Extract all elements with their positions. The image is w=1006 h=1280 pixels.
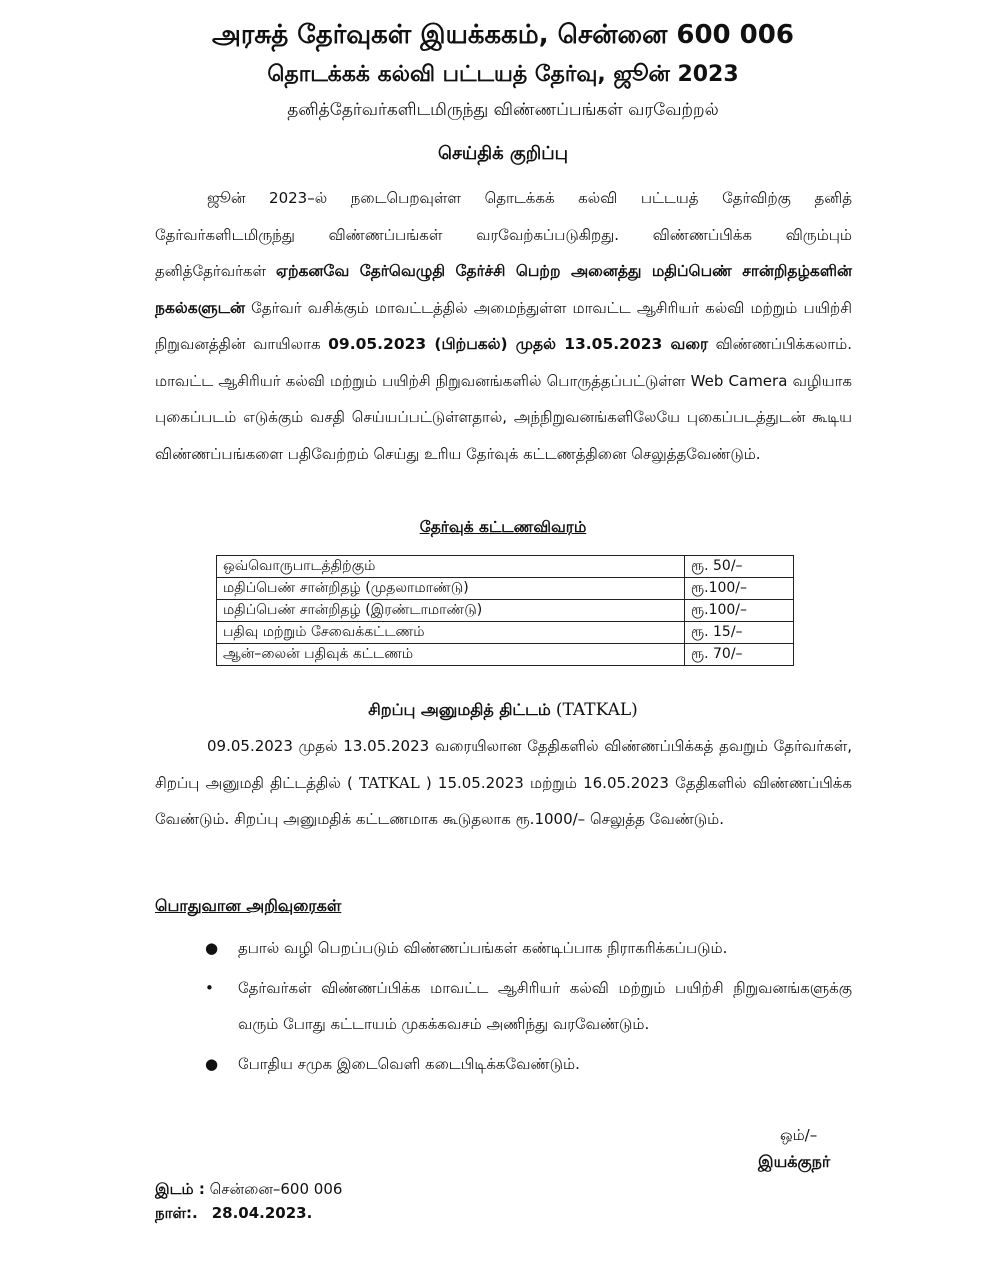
tatkal-text-b: ) 15.05.2023 மற்றும் 16.05.2023 தேதிகளில் விண்ணப்பிக்க வேண்டும். சிறப்பு அனுமதிக் கட்டணமாக கூடுதலாக ரூ.1000/– செலுத்த வேண்டும்.	[155, 773, 852, 828]
fee-section-title	[0, 518, 1006, 538]
fee-title-text: தேர்வுக் கட்டணவிவரம்	[419, 518, 587, 536]
fee-amount: ரூ. 15/–	[685, 622, 794, 644]
tatkal-section-title	[0, 700, 1006, 721]
intro-paragraph	[155, 180, 852, 472]
fee-amount: ரூ.100/–	[685, 600, 794, 622]
date-value: 28.04.2023.	[211, 1204, 313, 1222]
instruction-text: தபால் வழி பெறப்படும் விண்ணப்பங்கள் கண்டிப்பாக நிராகரிக்கப்படும்.	[238, 939, 728, 957]
intro-bold-dates: 09.05.2023 (பிற்பகல்) முதல் 13.05.2023 வரை	[328, 335, 708, 353]
intro-text-2: தேர்வர் வசிக்கும் மாவட்டத்தில் அமைந்துள்ள மாவட்ட ஆசிரியர் கல்வி மற்றும் பயிற்சி நிறுவனத்தின் வாயிலாக	[155, 298, 852, 353]
tatkal-title-en: (TATKAL)	[555, 700, 638, 720]
fee-item: ஆன்–லைன் பதிவுக் கட்டணம்	[217, 644, 685, 666]
fee-item: பதிவு மற்றும் சேவைக்கட்டணம்	[217, 622, 685, 644]
date-line	[155, 1204, 312, 1224]
fee-item: ஒவ்வொருபாடத்திற்கும்	[217, 556, 685, 578]
document-type-heading: செய்திக் குறிப்பு	[437, 143, 569, 164]
fee-amount: ரூ.100/–	[685, 578, 794, 600]
tatkal-paragraph	[155, 728, 852, 838]
fee-item: மதிப்பெண் சான்றிதழ் (முதலாமாண்டு)	[217, 578, 685, 600]
intro-text-3: விண்ணப்பிக்கலாம். மாவட்ட ஆசிரியர் கல்வி மற்றும் பயிற்சி நிறுவனங்களில் பொருத்தப்பட்டுள்ள Web Camera வழியாக புகைப்படம் எடுக்கும் வசதி செய்யப்பட்டுள்ளதால், அந்நிறுவனங்களிலேயே புகைப்படத்துடன் கூடிய விண்ணப்பங்களை பதிவேற்றம் செய்து உரிய தேர்வுக் கட்டணத்தினை செலுத்தவேண்டும்.	[155, 335, 852, 463]
table-row	[217, 644, 794, 666]
tatkal-text-a: 09.05.2023 முதல் 13.05.2023 வரையிலான தேதிகளில் விண்ணப்பிக்கத் தவறும் தேர்வர்கள், சிறப்பு அனுமதி திட்டத்தில் (	[155, 737, 852, 792]
intro-text-1: ஜூன் 2023–ல் நடைபெறவுள்ள தொடக்கக் கல்வி பட்டயத் தேர்விற்கு தனித் தேர்வர்களிடமிருந்து விண்ணப்பங்கள் வரவேற்கப்படுகிறது. விண்ணப்பிக்க விரும்பும் தனித்தேர்வர்கள்	[155, 189, 852, 280]
fee-amount: ரூ. 50/–	[685, 556, 794, 578]
bullet-icon: •	[205, 978, 214, 997]
bullet-icon: ●	[205, 939, 219, 957]
intro-bold-certificates: ஏற்கனவே தேர்வெழுதி தேர்ச்சி பெற்ற அனைத்து மதிப்பெண் சான்றிதழ்களின் நகல்களுடன்	[155, 262, 852, 317]
table-row	[217, 578, 794, 600]
place-label: இடம் :	[155, 1180, 205, 1198]
general-instructions-list	[205, 930, 852, 1082]
tatkal-text-en: TATKAL	[359, 773, 420, 792]
table-row	[217, 600, 794, 622]
place-value: சென்னை–600 006	[209, 1180, 343, 1198]
fee-table	[216, 555, 794, 666]
instruction-text: தேர்வர்கள் விண்ணப்பிக்க மாவட்ட ஆசிரியர் கல்வி மற்றும் பயிற்சி நிறுவனங்களுக்கு வரும் போது கட்டாயம் முகக்கவசம் அணிந்து வரவேண்டும்.	[238, 978, 852, 1033]
list-item	[205, 1046, 852, 1083]
tatkal-title-text: சிறப்பு அனுமதித் திட்டம்	[368, 700, 551, 719]
signature-designation: இயக்குநர்	[758, 1152, 831, 1171]
list-item	[205, 970, 852, 1043]
table-row	[217, 622, 794, 644]
bullet-icon: ●	[205, 1054, 219, 1073]
list-item	[205, 930, 852, 967]
signature-sd: ஒம்/–	[780, 1126, 818, 1144]
exam-title: தொடக்கக் கல்வி பட்டயத் தேர்வு, ஜூன் 2023	[267, 62, 739, 87]
table-row	[217, 556, 794, 578]
place-line	[155, 1180, 342, 1200]
department-title: அரசுத் தேர்வுகள் இயக்ககம், சென்னை 600 006	[212, 20, 794, 50]
fee-amount: ரூ. 70/–	[685, 644, 794, 666]
general-instructions-title: பொதுவான அறிவுரைகள்	[155, 896, 342, 915]
fee-item: மதிப்பெண் சான்றிதழ் (இரண்டாமாண்டு)	[217, 600, 685, 622]
notice-tagline: தனித்தேர்வர்களிடமிருந்து விண்ணப்பங்கள் வரவேற்றல்	[287, 100, 719, 120]
date-label: நாள்:.	[155, 1204, 198, 1222]
instruction-text: போதிய சமுக இடைவெளி கடைபிடிக்கவேண்டும்.	[238, 1054, 580, 1073]
